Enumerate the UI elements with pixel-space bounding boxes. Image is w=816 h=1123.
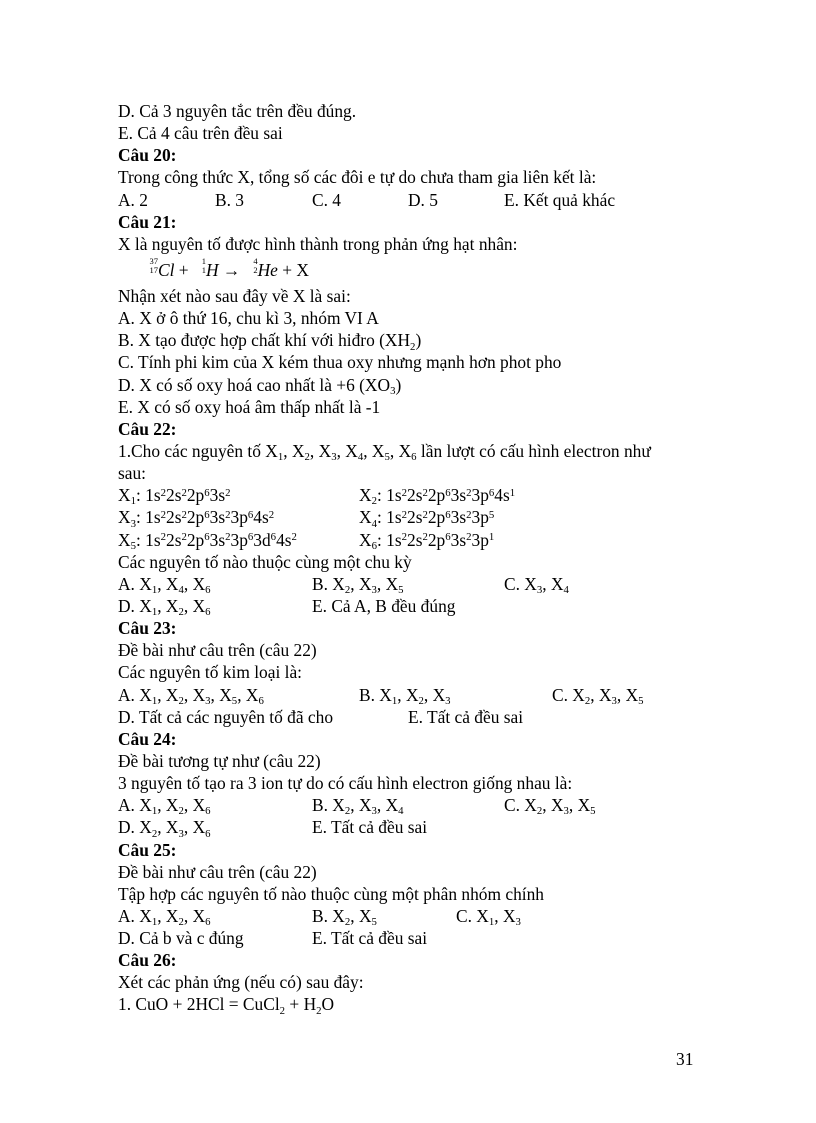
page-number: 31 xyxy=(676,1049,694,1069)
option-c: C. $X_2$, $X_3$, $X_5$ xyxy=(552,684,644,707)
option-c: C. $X_3$, $X_4$ xyxy=(504,573,569,597)
question-heading: Câu 22: xyxy=(118,418,177,439)
answer-row xyxy=(118,684,708,706)
question-heading: Câu 25: xyxy=(118,839,177,860)
option-e: E. Kết quả khác xyxy=(504,189,616,210)
option-b: B. $X_2$, $X_3$, $X_5$ xyxy=(312,573,404,597)
option-e: E. Tất cả đều sai xyxy=(408,706,524,727)
config-x5: $X_5$: $1s^22s^22p^63s^23p^63d^64s^2$ xyxy=(118,529,297,552)
question-text: Các nguyên tố nào thuộc cùng một chu kỳ xyxy=(118,551,412,572)
config-x6: $X_6$: $1s^22s^22p^63s^23p^1$ xyxy=(359,529,495,552)
answer-row xyxy=(118,595,708,617)
document-body xyxy=(118,100,708,1016)
option-a: A. 2 xyxy=(118,189,148,210)
question-heading: Câu 23: xyxy=(118,618,177,639)
config-x1: $X_1$: $1s^22s^22p^63s^2$ xyxy=(118,485,231,508)
question-text: Nhận xét nào sau đây về X là sai: xyxy=(118,285,351,306)
answer-row xyxy=(118,573,708,595)
question-text: Đề bài như câu trên (câu 22) xyxy=(118,861,317,882)
reaction-line: 1. CuO + 2HCl = CuCl$_2$ + $H_2O$ xyxy=(118,994,335,1017)
option-d: D. X có số oxy hoá cao nhất là +6 $(XO_3)$ xyxy=(118,374,402,397)
option-e: E. Cả A, B đều đúng xyxy=(312,595,456,616)
question-heading: Câu 26: xyxy=(118,950,177,971)
answer-row xyxy=(118,905,708,927)
nuclear-equation: 37 17 Cl + 1 1 H → 4 2 He + X xyxy=(149,255,309,280)
option-b: B. $X_1$, $X_2$, $X_3$ xyxy=(359,684,451,707)
config-x2: $X_2$: $1s^22s^22p^63s^23p^64s^1$ xyxy=(359,485,516,508)
answer-row xyxy=(118,189,708,211)
question-text: X là nguyên tố được hình thành trong phản ứng hạt nhân: xyxy=(118,233,518,254)
text-line: E. Cả 4 câu trên đều sai xyxy=(118,123,283,144)
option-a: A. $X_1$, $X_2$, $X_6$ xyxy=(118,905,211,929)
answer-row xyxy=(118,816,708,838)
answer-row xyxy=(118,794,708,816)
option-a: A. $X_1$, $X_4$, $X_6$ xyxy=(118,573,211,597)
config-row xyxy=(118,484,708,506)
question-text: Trong công thức X, tổng số các đôi e tự do chưa tham gia liên kết là: xyxy=(118,167,597,188)
question-text: Đề bài như câu trên (câu 22) xyxy=(118,640,317,661)
option-d: D. 5 xyxy=(408,189,438,210)
question-heading: Câu 20: xyxy=(118,145,177,166)
question-text: Xét các phản ứng (nếu có) sau đây: xyxy=(118,972,364,993)
option-e: E. Tất cả đều sai xyxy=(312,817,428,838)
question-text: Tập hợp các nguyên tố nào thuộc cùng một phân nhóm chính xyxy=(118,883,544,904)
option-a: A. $X_1$, $X_2$, $X_6$ xyxy=(118,795,211,818)
option-a: A. X ở ô thứ 16, chu kì 3, nhóm VI A xyxy=(118,308,379,329)
question-text: 3 nguyên tố tạo ra 3 ion tự do có cấu hình electron giống nhau là: xyxy=(118,773,573,794)
question-text: sau: xyxy=(118,463,147,484)
config-row xyxy=(118,529,708,551)
option-b: B. X tạo được hợp chất khí với hiđro $(XH_2)$ xyxy=(118,330,422,353)
option-d: D. $X_1$, $X_2$, $X_6$ xyxy=(118,595,211,619)
question-heading: Câu 21: xyxy=(118,211,177,232)
option-c: C. $X_2$, $X_3$, $X_5$ xyxy=(504,795,596,818)
option-b: B. $X_2$, $X_3$, $X_4$ xyxy=(312,795,404,818)
option-d: D. $X_2$, $X_3$, $X_6$ xyxy=(118,817,211,840)
option-c: C. Tính phi kim của X kém thua oxy nhưng mạnh hơn phot pho xyxy=(118,352,562,373)
question-text: Các nguyên tố kim loại là: xyxy=(118,662,303,683)
option-c: C. $X_1$, $X_3$ xyxy=(456,905,521,929)
option-b: B. 3 xyxy=(215,189,244,210)
option-c: C. 4 xyxy=(312,189,341,210)
question-heading: Câu 24: xyxy=(118,728,177,749)
option-d: D. Tất cả các nguyên tố đã cho xyxy=(118,706,334,727)
option-a: A. $X_1$, $X_2$, $X_3$, $X_5$, $X_6$ xyxy=(118,684,264,707)
text-line: D. Cả 3 nguyên tắc trên đều đúng. xyxy=(118,101,357,121)
option-e: E. X có số oxy hoá âm thấp nhất là -1 xyxy=(118,396,381,417)
config-x4: $X_4$: $1s^22s^22p^63s^23p^5$ xyxy=(359,507,495,530)
option-e: E. Tất cả đều sai xyxy=(312,928,428,949)
option-b: B. $X_2$, $X_5$ xyxy=(312,905,377,929)
config-row xyxy=(118,506,708,528)
option-d: D. Cả b và c đúng xyxy=(118,928,244,949)
answer-row xyxy=(118,706,708,728)
answer-row xyxy=(118,927,708,949)
config-x3: $X_3$: $1s^22s^22p^63s^23p^64s^2$ xyxy=(118,507,275,530)
question-text: 1.Cho các nguyên tố $X_1$, $X_2$, $X_3$, $X_4$, $X_5$, $X_6$ lần lượt có cấu hình electron như xyxy=(118,440,651,464)
question-text: Đề bài tương tự như (câu 22) xyxy=(118,750,321,771)
